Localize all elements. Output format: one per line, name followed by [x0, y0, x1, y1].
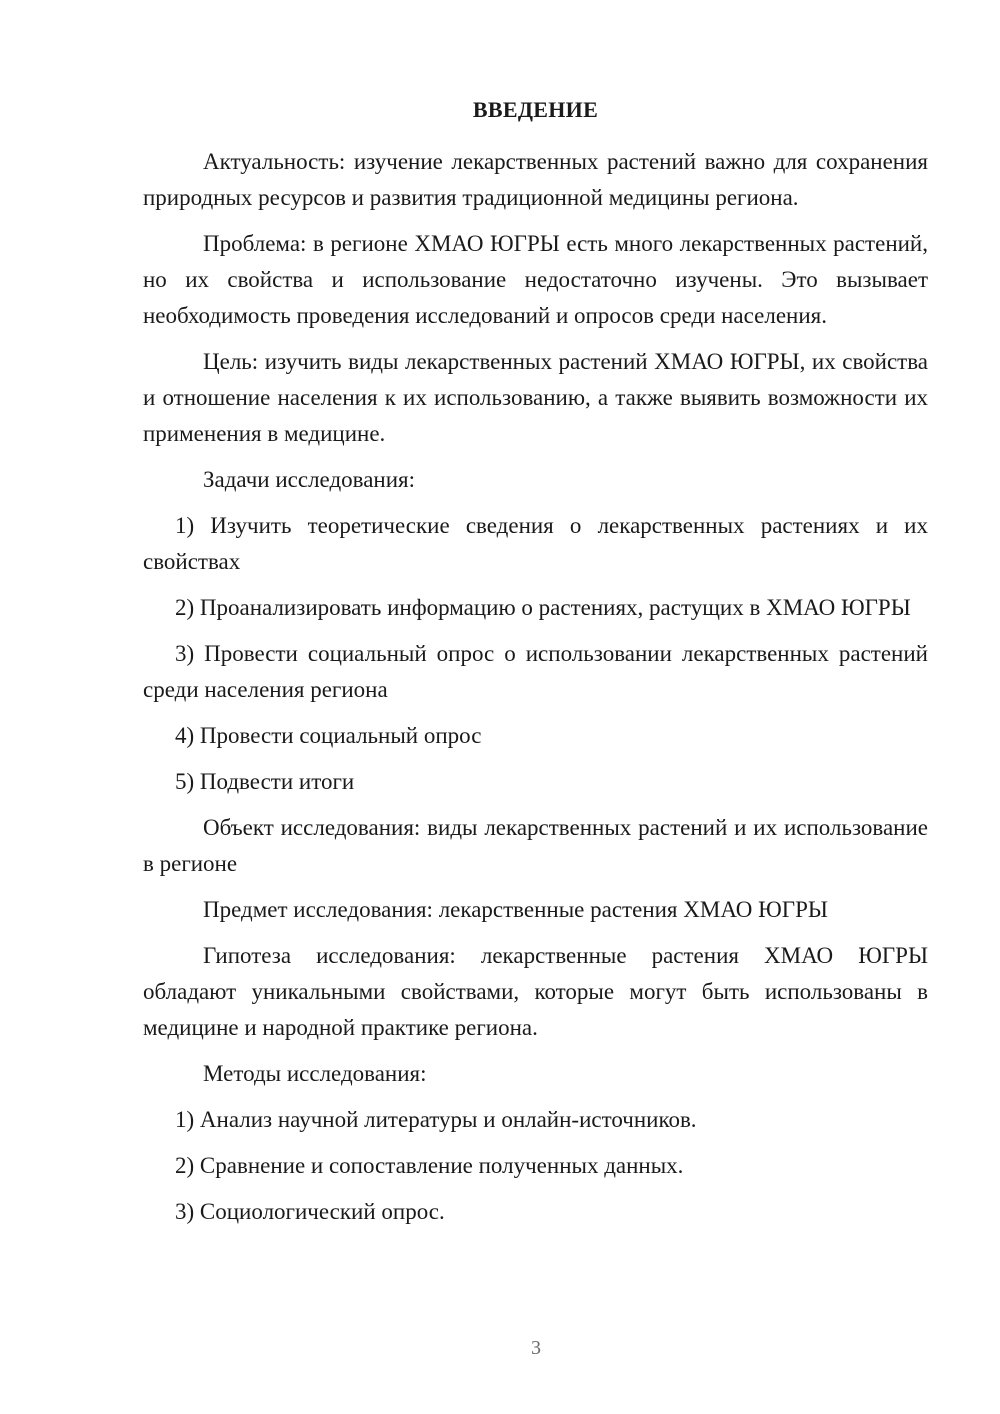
page-content	[143, 92, 928, 1240]
task-item: 4) Провести социальный опрос	[175, 723, 482, 748]
task-item: 2) Проанализировать информацию о растениях, растущих в ХМАО ЮГРЫ	[175, 595, 911, 620]
method-item: 1) Анализ научной литературы и онлайн-источников.	[175, 1107, 697, 1132]
hypothesis-paragraph: Гипотеза исследования: лекарственные растения ХМАО ЮГРЫ обладают уникальными свойствами, которые могут быть использованы в медицине и народной практике региона.	[143, 943, 928, 1040]
tasks-heading: Задачи исследования:	[203, 467, 416, 492]
method-item: 3) Социологический опрос.	[175, 1199, 445, 1224]
problem-paragraph: Проблема: в регионе ХМАО ЮГРЫ есть много лекарственных растений, но их свойства и использование недостаточно изучены. Это вызывает необходимость проведения исследований и опросов среди населения.	[143, 231, 928, 328]
relevance-paragraph: Актуальность: изучение лекарственных растений важно для сохранения природных ресурсов и развития традиционной медицины региона.	[143, 149, 928, 210]
task-item: 5) Подвести итоги	[175, 769, 355, 794]
subject-paragraph: Предмет исследования: лекарственные растения ХМАО ЮГРЫ	[203, 897, 828, 922]
task-item: 3) Провести социальный опрос о использовании лекарственных растений среди населения региона	[143, 641, 928, 702]
object-paragraph: Объект исследования: виды лекарственных растений и их использование в регионе	[143, 815, 928, 876]
page-number: 3	[531, 1337, 541, 1359]
page-title: ВВЕДЕНИЕ	[472, 97, 599, 122]
task-item: 1) Изучить теоретические сведения о лекарственных растениях и их свойствах	[143, 513, 928, 574]
methods-heading: Методы исследования:	[203, 1061, 427, 1086]
method-item: 2) Сравнение и сопоставление полученных данных.	[175, 1153, 684, 1178]
goal-paragraph: Цель: изучить виды лекарственных растений ХМАО ЮГРЫ, их свойства и отношение населения к их использованию, а также выявить возможности их применения в медицине.	[143, 349, 928, 446]
